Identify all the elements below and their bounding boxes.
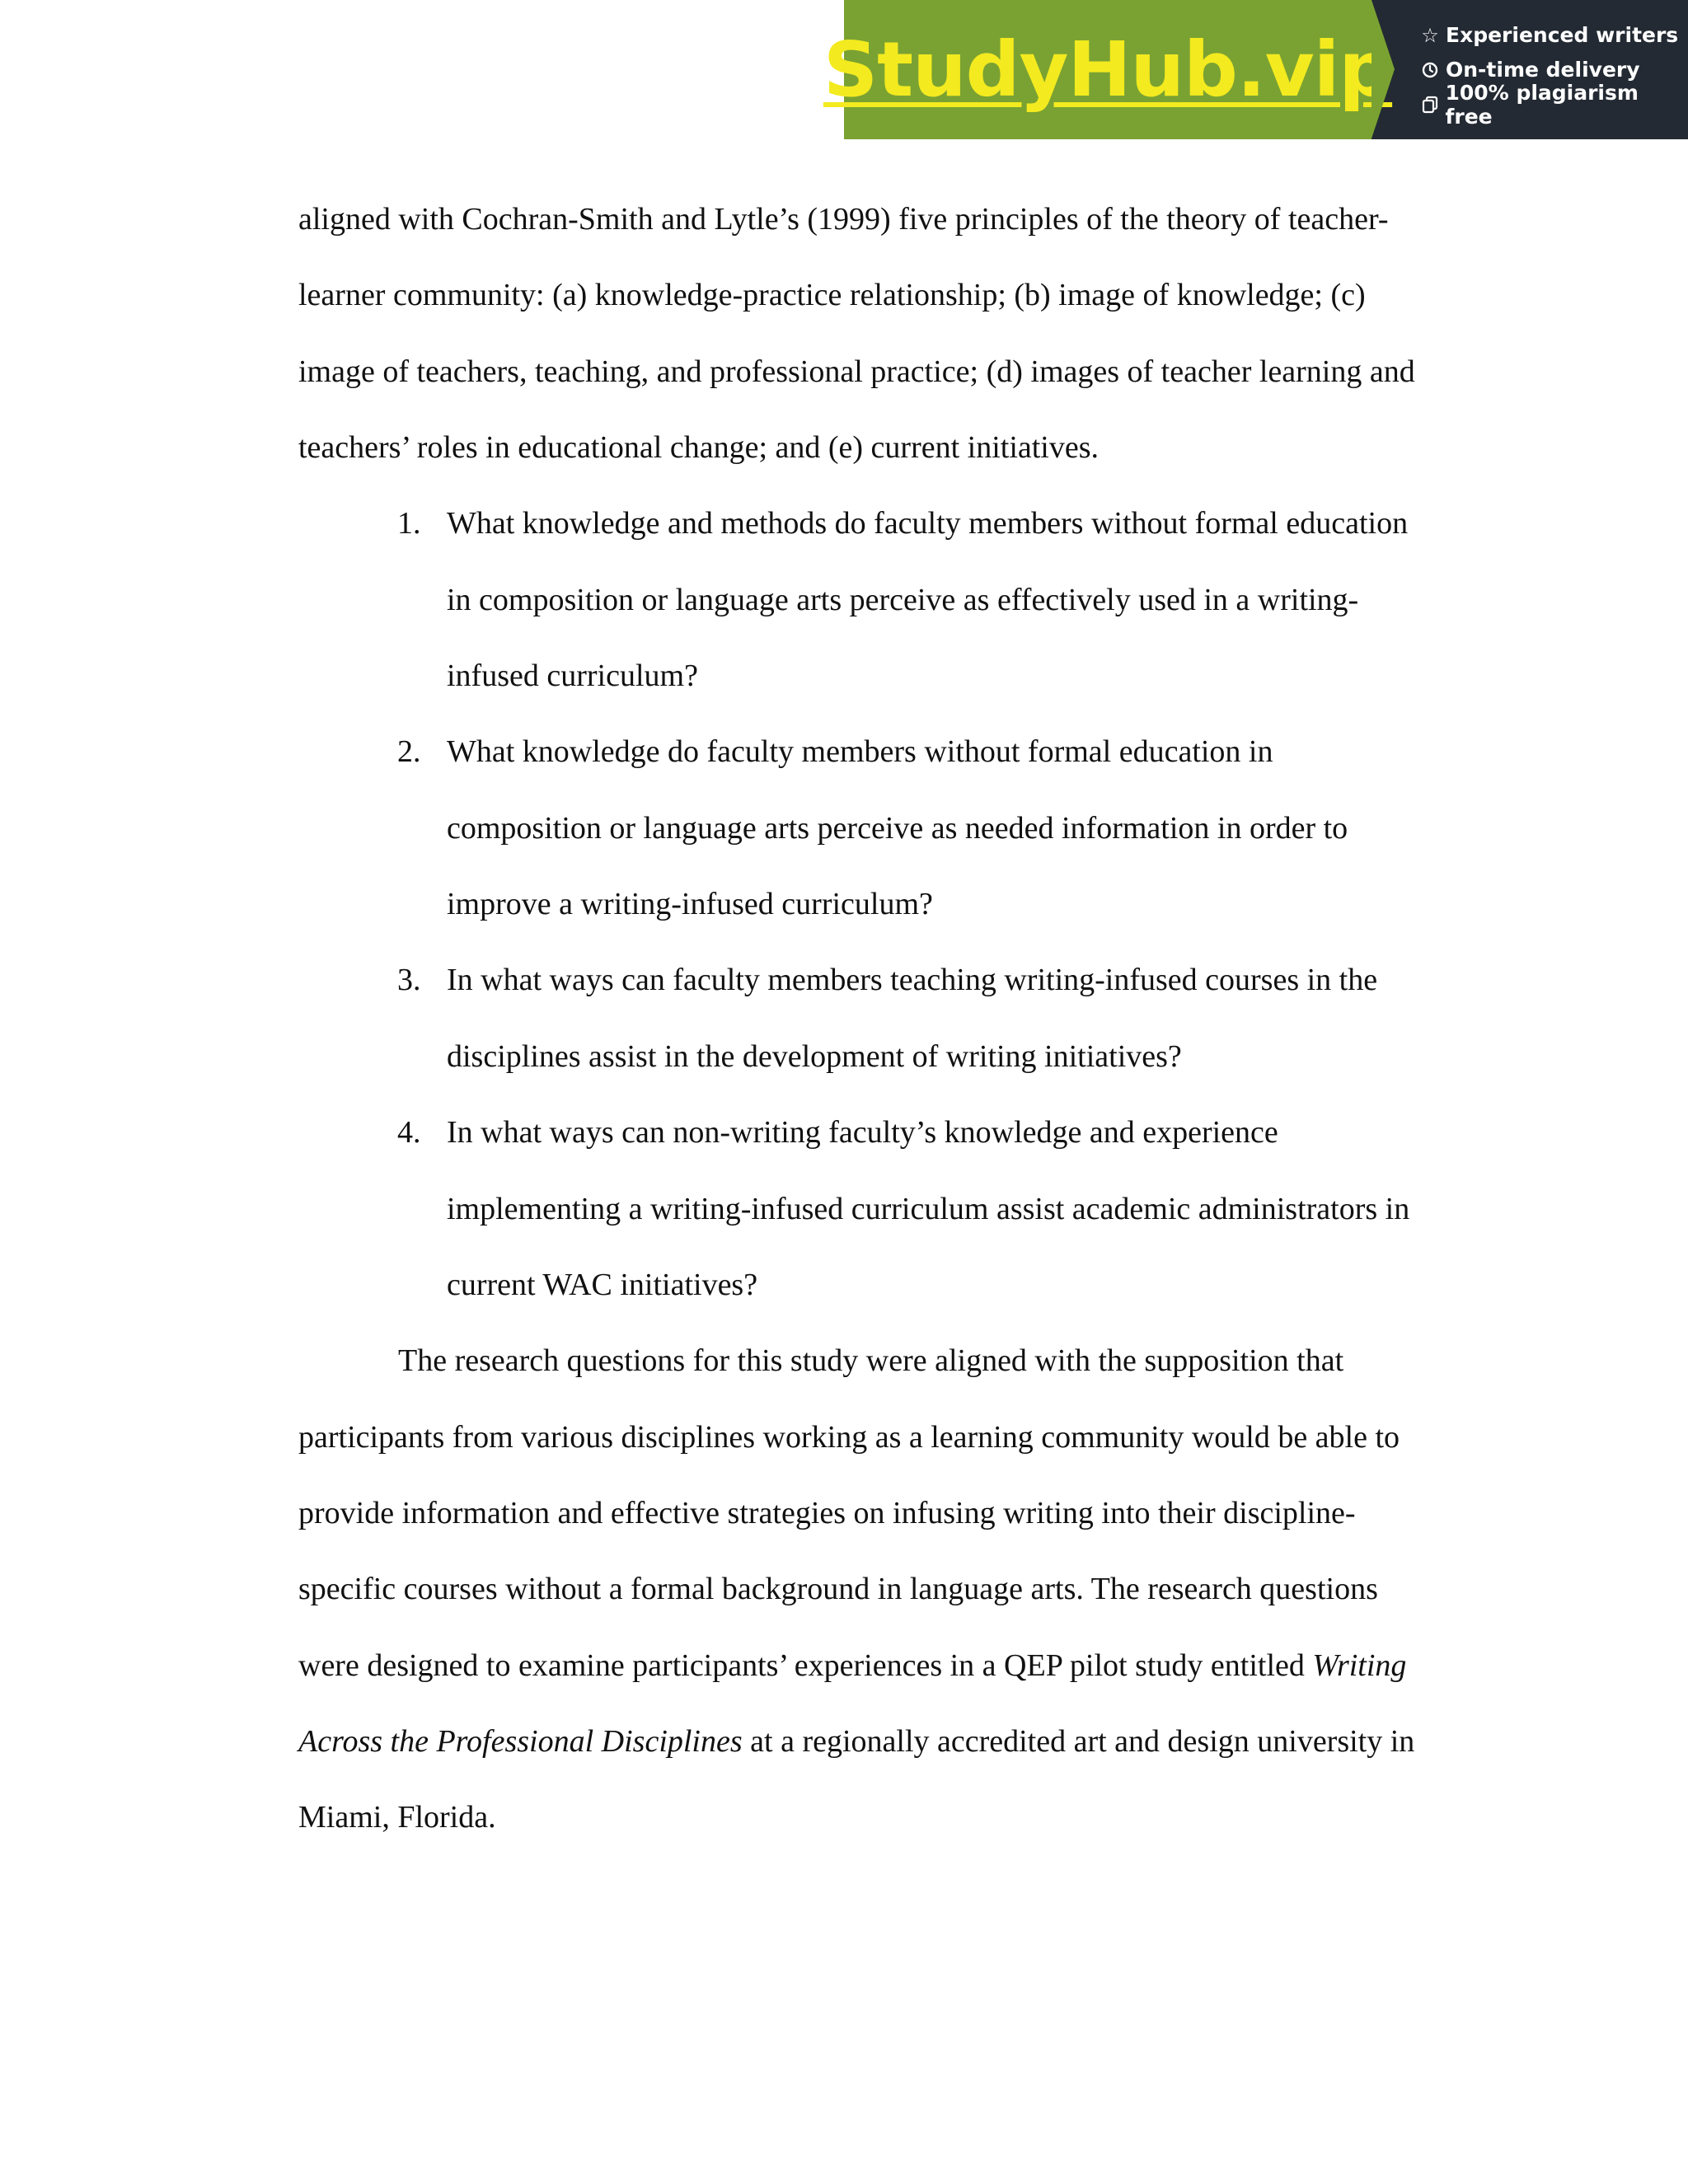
feature-label: On-time delivery: [1446, 58, 1640, 82]
question-number: 3.: [397, 963, 421, 997]
paragraph-line: Miami, Florida.: [298, 1800, 496, 1835]
question-line: improve a writing-infused curriculum?: [447, 887, 933, 921]
intro-line: learner community: (a) knowledge-practice relationship; (b) image of knowledge; (c): [298, 278, 1366, 312]
question-line: composition or language arts perceive as needed information in order to: [447, 811, 1348, 846]
question-line: infused curriculum?: [447, 658, 698, 693]
banner-features: [1372, 0, 1688, 139]
question-line: disciplines assist in the development of writing initiatives?: [447, 1039, 1182, 1074]
question-line: current WAC initiatives?: [447, 1268, 758, 1302]
paragraph-line: participants from various disciplines working as a learning community would be able to: [298, 1420, 1400, 1455]
question-line: In what ways can faculty members teaching writing-infused courses in the: [447, 963, 1378, 997]
question-number: 1.: [397, 506, 421, 541]
question-number: 2.: [397, 734, 421, 769]
question-line: What knowledge and methods do faculty members without formal education: [447, 506, 1409, 541]
study-title-italic: Writing: [1312, 1648, 1407, 1683]
study-title-italic: Across the Professional Disciplines: [298, 1724, 743, 1759]
paragraph-line: The research questions for this study were aligned with the supposition that: [398, 1343, 1344, 1378]
paragraph-line: [298, 1726, 1414, 1757]
feature-plagiarism-free: [1419, 80, 1688, 129]
intro-line: aligned with Cochran-Smith and Lytle’s (1999) five principles of the theory of teacher-: [298, 202, 1389, 237]
paragraph-line: provide information and effective strategies on infusing writing into their discipline-: [298, 1496, 1356, 1530]
feature-label: 100% plagiarism free: [1445, 80, 1639, 129]
feature-experienced-writers: [1419, 21, 1688, 50]
paragraph-text: were designed to examine participants’ experiences in a QEP pilot study entitled: [298, 1648, 1313, 1683]
paragraph-text: at a regionally accredited art and design university in: [742, 1724, 1415, 1759]
star-outline-icon: ☆: [1421, 23, 1439, 47]
logo-text: StudyHub.vip: [823, 25, 1393, 114]
question-number: 4.: [397, 1115, 421, 1150]
studyhub-logo[interactable]: [823, 0, 1393, 139]
paragraph-line: [298, 1650, 1406, 1681]
question-line: What knowledge do faculty members without formal education in: [447, 734, 1273, 769]
intro-line: teachers’ roles in educational change; and (e) current initiatives.: [298, 430, 1100, 465]
question-line: implementing a writing-infused curriculum assist academic administrators in: [447, 1192, 1410, 1226]
paragraph-line: specific courses without a formal background in language arts. The research questions: [298, 1572, 1378, 1606]
clock-icon: [1419, 62, 1441, 78]
studyhub-banner[interactable]: [823, 0, 1688, 139]
copy-icon: [1419, 96, 1441, 114]
question-line: in composition or language arts perceive as effectively used in a writing-: [447, 583, 1359, 617]
question-line: In what ways can non-writing faculty’s knowledge and experience: [447, 1115, 1278, 1150]
intro-line: image of teachers, teaching, and professional practice; (d) images of teacher learning and: [298, 354, 1415, 389]
feature-label: Experienced writers: [1446, 23, 1679, 47]
